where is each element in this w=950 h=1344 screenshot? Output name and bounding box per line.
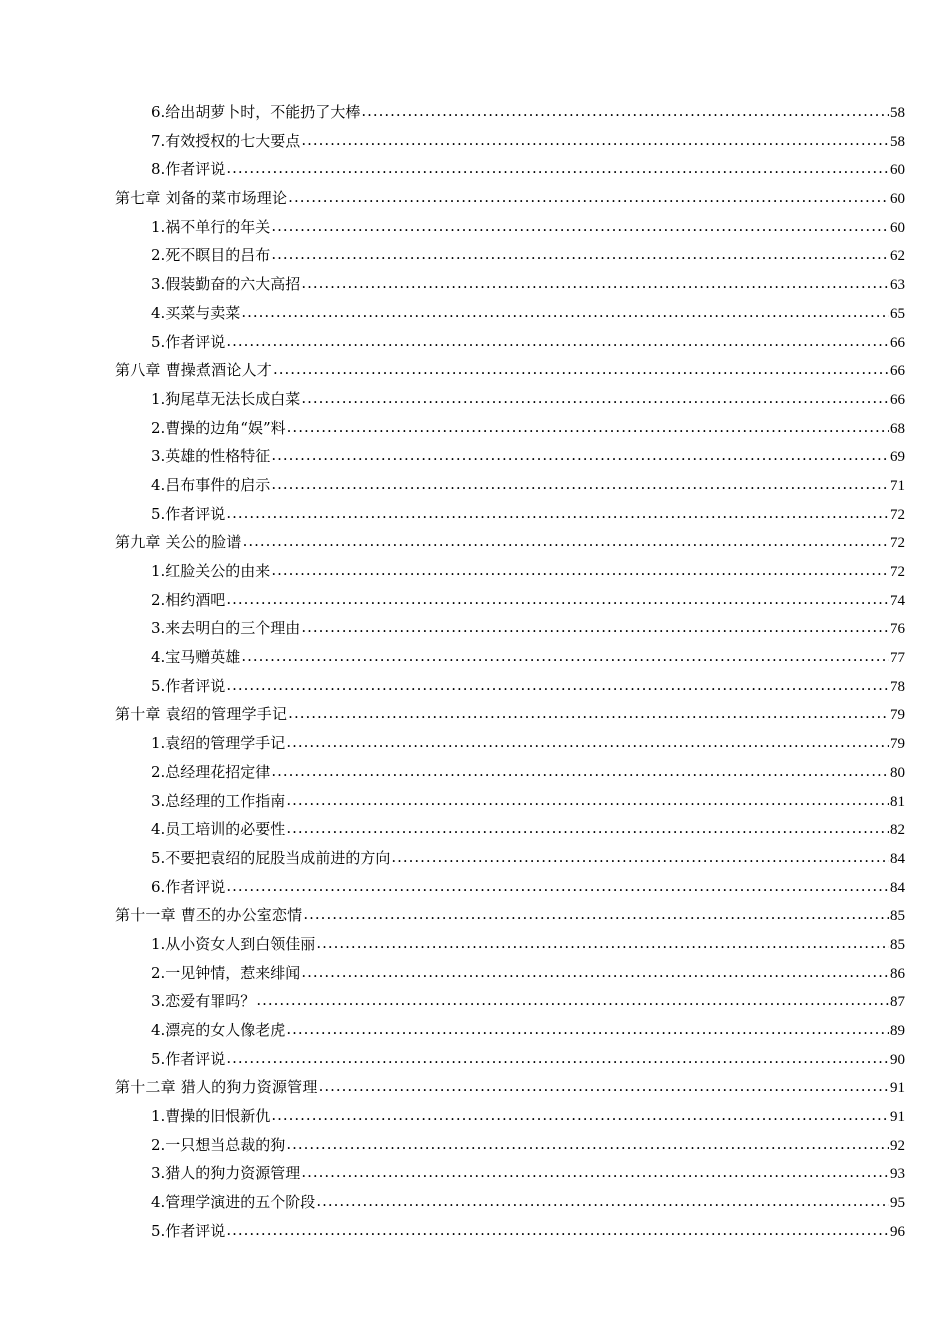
toc-page-number: 85 xyxy=(890,936,905,953)
toc-page-number: 91 xyxy=(890,1080,905,1097)
toc-page-number: 90 xyxy=(890,1051,905,1068)
table-of-contents xyxy=(115,98,905,1246)
toc-page-number: 84 xyxy=(890,879,905,896)
dot-leader xyxy=(256,986,889,1015)
toc-section-entry[interactable] xyxy=(115,729,905,758)
toc-section-entry[interactable] xyxy=(115,987,905,1016)
toc-entry-title: 5.不要把袁绍的屁股当成前进的方向 xyxy=(151,848,391,867)
toc-entry-title: 第七章 刘备的菜市场理论 xyxy=(115,189,288,208)
toc-page-number: 93 xyxy=(890,1166,905,1183)
toc-section-entry[interactable] xyxy=(115,586,905,615)
dot-leader xyxy=(286,814,889,843)
toc-section-entry[interactable] xyxy=(115,873,905,902)
dot-leader xyxy=(316,929,889,958)
toc-page-number: 96 xyxy=(890,1223,905,1240)
toc-page-number: 58 xyxy=(890,133,905,150)
toc-entry-title: 5.作者评说 xyxy=(151,1049,226,1068)
toc-page-number: 58 xyxy=(890,105,905,121)
dot-leader xyxy=(391,843,889,872)
toc-chapter-entry[interactable] xyxy=(115,356,905,385)
toc-section-entry[interactable] xyxy=(115,787,905,816)
toc-page-number: 79 xyxy=(890,707,905,724)
toc-entry-title: 第十二章 猎人的狗力资源管理 xyxy=(115,1078,318,1097)
toc-section-entry[interactable] xyxy=(115,959,905,988)
toc-page-number: 79 xyxy=(890,736,905,753)
toc-page-number: 60 xyxy=(890,162,905,179)
toc-entry-title: 8.作者评说 xyxy=(151,160,226,179)
dot-leader xyxy=(271,470,889,499)
dot-leader xyxy=(301,1158,889,1187)
toc-chapter-entry[interactable] xyxy=(115,901,905,930)
toc-entry-title: 6.给出胡萝卜时，不能扔了大棒 xyxy=(151,103,361,121)
toc-page-number: 86 xyxy=(890,965,905,982)
toc-section-entry[interactable] xyxy=(115,385,905,414)
toc-entry-title: 4.漂亮的女人像老虎 xyxy=(151,1021,286,1039)
toc-section-entry[interactable] xyxy=(115,815,905,844)
toc-entry-title: 3.来去明白的三个理由 xyxy=(151,619,301,638)
toc-page-number: 60 xyxy=(890,191,905,208)
toc-section-entry[interactable] xyxy=(115,500,905,529)
dot-leader xyxy=(271,212,889,241)
dot-leader xyxy=(226,1044,889,1073)
toc-section-entry[interactable] xyxy=(115,1217,905,1246)
dot-leader xyxy=(271,441,889,470)
dot-leader xyxy=(301,126,889,155)
toc-page-number: 65 xyxy=(890,305,905,322)
toc-entry-title: 3.总经理的工作指南 xyxy=(151,791,286,810)
toc-entry-title: 2.死不瞑目的吕布 xyxy=(151,246,271,265)
toc-page-number: 89 xyxy=(890,1023,905,1039)
toc-entry-title: 4.吕布事件的启示 xyxy=(151,475,271,494)
toc-page-number: 76 xyxy=(890,621,905,638)
toc-section-entry[interactable] xyxy=(115,844,905,873)
toc-section-entry[interactable] xyxy=(115,127,905,156)
dot-leader xyxy=(286,786,889,815)
toc-page-number: 66 xyxy=(890,334,905,351)
toc-section-entry[interactable] xyxy=(115,471,905,500)
toc-entry-title: 3.恋爱有罪吗？ xyxy=(151,992,256,1011)
dot-leader xyxy=(273,355,889,384)
toc-page-number: 87 xyxy=(890,994,905,1011)
dot-leader xyxy=(303,900,889,929)
toc-section-entry[interactable] xyxy=(115,1102,905,1131)
toc-section-entry[interactable] xyxy=(115,213,905,242)
toc-section-entry[interactable] xyxy=(115,270,905,299)
toc-page-number: 77 xyxy=(890,650,905,667)
toc-section-entry[interactable] xyxy=(115,241,905,270)
toc-entry-title: 2.总经理花招定律 xyxy=(151,762,271,781)
toc-entry-title: 2.曹操的边角“娱”料 xyxy=(151,418,286,437)
dot-leader xyxy=(316,1187,889,1216)
toc-entry-title: 1.袁绍的管理学手记 xyxy=(151,734,286,753)
toc-section-entry[interactable] xyxy=(115,442,905,471)
toc-chapter-entry[interactable] xyxy=(115,184,905,213)
dot-leader xyxy=(226,499,889,528)
dot-leader xyxy=(288,183,889,212)
dot-leader xyxy=(286,728,889,757)
toc-section-entry[interactable] xyxy=(115,155,905,184)
toc-page-number: 62 xyxy=(890,248,905,265)
toc-entry-title: 4.宝马赠英雄 xyxy=(151,648,241,667)
toc-section-entry[interactable] xyxy=(115,1159,905,1188)
toc-section-entry[interactable] xyxy=(115,758,905,787)
dot-leader xyxy=(301,958,889,987)
toc-entry-title: 5.作者评说 xyxy=(151,332,226,351)
toc-page-number: 60 xyxy=(890,219,905,236)
toc-section-entry[interactable] xyxy=(115,930,905,959)
dot-leader xyxy=(271,757,889,786)
dot-leader xyxy=(319,1072,889,1101)
toc-page-number: 72 xyxy=(890,564,905,580)
dot-leader xyxy=(241,642,889,671)
toc-section-entry[interactable] xyxy=(115,557,905,586)
dot-leader xyxy=(226,585,889,614)
dot-leader xyxy=(287,413,889,442)
toc-page-number: 85 xyxy=(890,908,905,925)
toc-page-number: 78 xyxy=(890,678,905,695)
toc-entry-title: 1.从小资女人到白领佳丽 xyxy=(151,934,316,953)
dot-leader xyxy=(241,298,889,327)
toc-page-number: 95 xyxy=(890,1195,905,1212)
dot-leader xyxy=(243,527,889,556)
toc-page-number: 63 xyxy=(890,277,905,294)
toc-section-entry[interactable] xyxy=(115,1045,905,1074)
toc-chapter-entry[interactable] xyxy=(115,700,905,729)
toc-page-number: 91 xyxy=(890,1109,905,1126)
toc-section-entry[interactable] xyxy=(115,672,905,701)
toc-section-entry[interactable] xyxy=(115,643,905,672)
toc-section-entry[interactable] xyxy=(115,328,905,357)
toc-entry-title: 5.作者评说 xyxy=(151,676,226,695)
dot-leader xyxy=(361,97,889,126)
dot-leader xyxy=(226,872,889,901)
dot-leader xyxy=(301,269,889,298)
dot-leader xyxy=(226,671,889,700)
toc-entry-title: 2.一见钟情，惹来绯闻 xyxy=(151,963,301,982)
dot-leader xyxy=(271,1101,889,1130)
toc-section-entry[interactable] xyxy=(115,98,905,127)
toc-entry-title: 3.猎人的狗力资源管理 xyxy=(151,1164,301,1183)
toc-entry-title: 3.英雄的性格特征 xyxy=(151,447,271,466)
toc-page-number: 68 xyxy=(890,420,905,437)
toc-page-number: 81 xyxy=(890,793,905,810)
toc-section-entry[interactable] xyxy=(115,1131,905,1160)
toc-page-number: 69 xyxy=(890,449,905,466)
toc-page-number: 66 xyxy=(890,391,905,408)
toc-page-number: 72 xyxy=(890,535,905,552)
toc-entry-title: 4.买菜与卖菜 xyxy=(151,303,241,322)
dot-leader xyxy=(271,556,889,585)
toc-entry-title: 第十章 袁绍的管理学手记 xyxy=(115,705,288,724)
toc-page-number: 82 xyxy=(890,822,905,839)
dot-leader xyxy=(271,240,889,269)
toc-page-number: 84 xyxy=(890,850,905,867)
toc-entry-title: 3.假装勤奋的六大高招 xyxy=(151,275,301,294)
toc-page-number: 92 xyxy=(890,1137,905,1154)
toc-entry-title: 4.管理学演进的五个阶段 xyxy=(151,1193,316,1212)
dot-leader xyxy=(226,154,889,183)
toc-entry-title: 第十一章 曹丕的办公室恋情 xyxy=(115,906,303,925)
toc-entry-title: 6.作者评说 xyxy=(151,877,226,896)
toc-entry-title: 7.有效授权的七大要点 xyxy=(151,131,301,150)
dot-leader xyxy=(226,1216,889,1245)
toc-entry-title: 4.员工培训的必要性 xyxy=(151,820,286,839)
toc-chapter-entry[interactable] xyxy=(115,1073,905,1102)
dot-leader xyxy=(288,699,889,728)
dot-leader xyxy=(286,1015,889,1044)
toc-page-number: 66 xyxy=(890,363,905,380)
toc-entry-title: 2.一只想当总裁的狗 xyxy=(151,1135,286,1154)
toc-chapter-entry[interactable] xyxy=(115,528,905,557)
toc-entry-title: 1.狗尾草无法长成白菜 xyxy=(151,389,301,408)
toc-entry-title: 第八章 曹操煮酒论人才 xyxy=(115,361,272,380)
dot-leader xyxy=(301,613,889,642)
dot-leader xyxy=(226,327,889,356)
toc-section-entry[interactable] xyxy=(115,614,905,643)
toc-entry-title: 2.相约酒吧 xyxy=(151,590,226,609)
toc-entry-title: 5.作者评说 xyxy=(151,1221,226,1240)
toc-section-entry[interactable] xyxy=(115,1016,905,1045)
toc-entry-title: 第九章 关公的脸谱 xyxy=(115,533,242,552)
dot-leader xyxy=(301,384,889,413)
toc-page-number: 72 xyxy=(890,506,905,523)
toc-entry-title: 1.祸不单行的年关 xyxy=(151,217,271,236)
toc-section-entry[interactable] xyxy=(115,1188,905,1217)
toc-page-number: 80 xyxy=(890,764,905,781)
toc-section-entry[interactable] xyxy=(115,414,905,443)
toc-page-number: 74 xyxy=(890,592,905,609)
toc-entry-title: 5.作者评说 xyxy=(151,504,226,523)
toc-page-number: 71 xyxy=(890,477,905,494)
toc-entry-title: 1.红脸关公的由来 xyxy=(151,562,271,580)
toc-section-entry[interactable] xyxy=(115,299,905,328)
dot-leader xyxy=(286,1130,889,1159)
toc-entry-title: 1.曹操的旧恨新仇 xyxy=(151,1107,271,1126)
